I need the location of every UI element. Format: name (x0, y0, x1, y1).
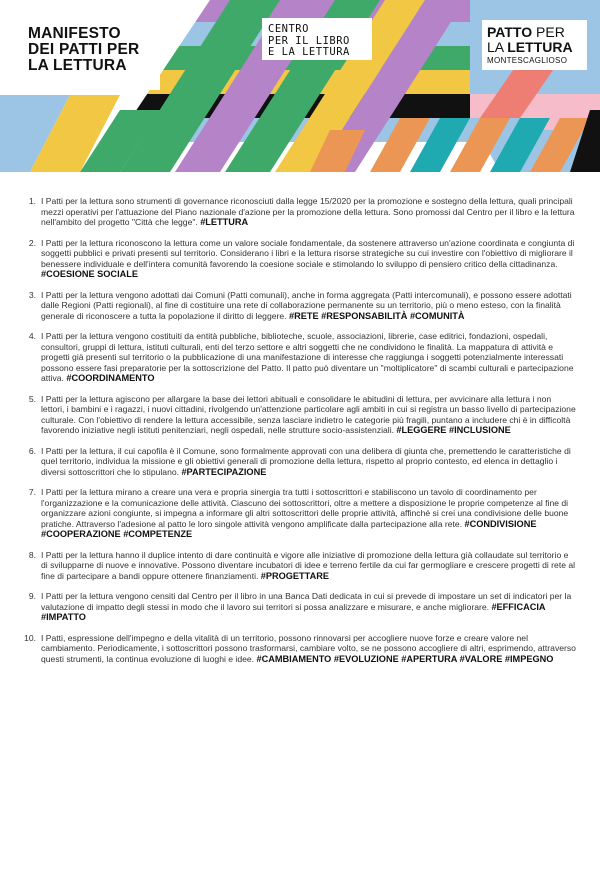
per-word: PER (536, 24, 565, 40)
item-body: I Patti per la lettura hanno il duplice intento di dare continuità e vigore alle iniziative di promozione della lettura già collaudate sul territorio e di svilupparne di nuove e innovative. Possono diventare incubatori di idee e terreno fertile da cui far germogliare e crescere progetti di rete al fine di partecipare a bandi oppure ottenere finanziamenti. (41, 549, 576, 581)
item-hashtags: #LEGGERE #INCLUSIONE (396, 425, 511, 435)
item-text (41, 446, 576, 478)
patto-place: MONTESCAGLIOSO (487, 56, 568, 65)
manifesto-item (0, 331, 600, 384)
manifesto-title (28, 26, 139, 74)
title-line-1: MANIFESTO (28, 25, 121, 42)
item-text (41, 290, 576, 322)
item-body: I Patti per la lettura riconoscono la lettura come un valore sociale fondamentale, da sostenere attraverso un'azione coordinata e congiunta di soggetti pubblici e privati presenti sul territorio. Considerano i libri e la lettura risorse strategiche su cui investire con l'obiettivo di migliorare il benessere individuale e dell'intera comunità favorendo la coesione sociale e stimolando lo sviluppo di pensiero critico della cittadinanza. (41, 237, 575, 269)
manifesto-item (0, 238, 600, 280)
item-text (41, 550, 576, 582)
patto-line-1 (487, 25, 573, 40)
manifesto-item (0, 446, 600, 478)
manifesto-item (0, 591, 600, 623)
manifesto-list (0, 196, 600, 674)
item-text (41, 591, 576, 623)
item-number: 1. (28, 196, 36, 206)
la-word: LA (487, 39, 504, 55)
item-number: 3. (28, 289, 36, 300)
item-body: I Patti per la lettura mirano a creare una vera e propria sinergia tra tutti i sottoscrittori e stabiliscono un tavolo di coordinamento per l'organizzazione e la comunicazione delle attività. Ciascuno dei sottoscrittori, oltre a mettere a disposizione le proprie competenze al fine di organizzare azioni congiunte, si impegna a informare gli altri sottoscrittori delle proprie attività, affinché si crei una condivisione delle buone pratiche. Attraverso l'adesione al patto le loro singole attività vengono amplificate dalla partecipazione alla rete. (41, 487, 569, 529)
manifesto-item (0, 487, 600, 540)
item-text (41, 238, 576, 280)
item-hashtags: #COESIONE SOCIALE (41, 269, 138, 279)
item-text (41, 331, 576, 384)
item-body: I Patti per la lettura agiscono per allargare la base dei lettori abituali e consolidare le abitudini di lettura, per avvicinare alla lettura i non lettori, i bambini e i ragazzi, i nuovi cittadini, rivolgendo un'attenzione particolare agli ambiti in cui si registra un basso livello di partecipazione culturale. Con l'obiettivo di rendere la lettura accessibile, senza lasciare indietro le categorie più fragili, puntano a includere chi è in difficoltà favorendo iniziative negli istituti penitenziari, negli ospedali, nelle strutture socio-assistenziali. (41, 393, 576, 435)
item-number: 5. (28, 393, 36, 404)
centro-line-3: E LA LETTURA (268, 46, 350, 58)
item-number: 8. (28, 549, 36, 560)
item-hashtags: #PARTECIPAZIONE (181, 466, 267, 477)
item-body: I Patti per la lettura vengono censiti dal Centro per il libro in una Banca Dati dedicata in cui si prevede di impostare un set di indicatori per la valutazione di impatto degli stessi in modo che il lavoro sui territori si possa analizzare e misurare, e anche migliorare. (41, 591, 572, 612)
item-hashtags: #PROGETTARE (260, 570, 329, 581)
item-text (41, 394, 576, 436)
item-hashtags: #CAMBIAMENTO #EVOLUZIONE #APERTURA #VALORE #IMPEGNO (256, 653, 554, 664)
item-number: 9. (28, 591, 36, 601)
item-body: I Patti per la lettura sono strumenti di governance riconosciuti dalla legge 15/2020 per la promozione e sostegno della lettura, quali principali mezzi operativi per l'attuazione del Piano nazionale d'azione per la promozione della lettura. Sono promossi dal Centro per il libro e la lettura nell'ambito del progetto "Città che legge". (41, 196, 575, 227)
manifesto-item (0, 394, 600, 436)
item-body: I Patti per la lettura vengono adottati dai Comuni (Patti comunali), anche in forma aggregata (Patti intercomunali), e possono essere adottati dalle Regioni (Patti regionali), al fine di costituire una rete di collaborazione permanente su un territorio, più o meno esteso, con la finalità generale di riconoscere a tutta la popolazione il diritto di leggere. (41, 289, 572, 321)
patto-word: PATTO (487, 24, 533, 40)
item-text (41, 196, 576, 228)
manifesto-item (0, 633, 600, 665)
item-number: 2. (28, 237, 36, 248)
item-number: 10. (24, 632, 36, 643)
item-body: I Patti, espressione dell'impegno e della vitalità di un territorio, possono rinnovarsi per accogliere nuove forze e creare valore nel cambiamento. Periodicamente, i sottoscrittori possono trasformarsi, cambiare volto, se ne possono accogliere di altri, esprimendo, attraverso questi strumenti, la continua evoluzione di luoghi e idee. (41, 632, 576, 664)
centro-libro-logo (268, 24, 350, 59)
item-hashtags: #RETE #RESPONSABILITÀ #COMUNITÀ (288, 310, 465, 321)
manifesto-item (0, 196, 600, 228)
item-body: I Patti per la lettura vengono costituiti da entità pubbliche, biblioteche, scuole, associazioni, librerie, case editrici, fondazioni, ospedali, consultori, gruppi di lettura, istituti culturali, enti del terzo settore e altri soggetti che ne condividono le finalità. La mappatura di attività e progetti già presenti sul territorio o la pubblicazione di una manifestazione di interesse che raggiunga i soggetti potenzialmente interessati possono essere fasi preparatorie per la sottoscrizione del Patto. Il patto può diventare un "moltiplicatore" di scambi culturali e partecipazione attiva. (41, 331, 574, 383)
title-line-3: LA LETTURA (28, 57, 127, 74)
item-hashtags: #COORDINAMENTO (66, 373, 155, 383)
item-hashtags: #LETTURA (200, 217, 249, 227)
item-body: I Patti per la lettura, il cui capofila è il Comune, sono formalmente approvati con una delibera di giunta che, premettendo le caratteristiche di quel territorio, individua la missione e gli obiettivi generali di promozione della lettura, rispetto al proprio contesto, ed elenca in dettaglio i diversi sottoscrittori che lo stipulano. (41, 445, 571, 477)
item-text (41, 487, 576, 540)
manifesto-item (0, 290, 600, 322)
manifesto-item (0, 550, 600, 582)
item-number: 4. (28, 331, 36, 341)
item-hashtags: #EFFICACIA #IMPATTO (41, 601, 546, 622)
title-line-2: DEI PATTI PER (28, 41, 140, 58)
centro-line-1: CENTRO (268, 23, 309, 35)
item-number: 7. (28, 487, 36, 497)
patto-line-2 (487, 40, 573, 55)
centro-line-2: PER IL LIBRO (268, 34, 350, 47)
item-text (41, 633, 576, 665)
item-hashtags: #CONDIVISIONE #COOPERAZIONE #COMPETENZE (41, 518, 537, 539)
lettura-word: LETTURA (507, 39, 573, 55)
patto-lettura-logo (487, 25, 573, 66)
item-number: 6. (28, 445, 36, 456)
